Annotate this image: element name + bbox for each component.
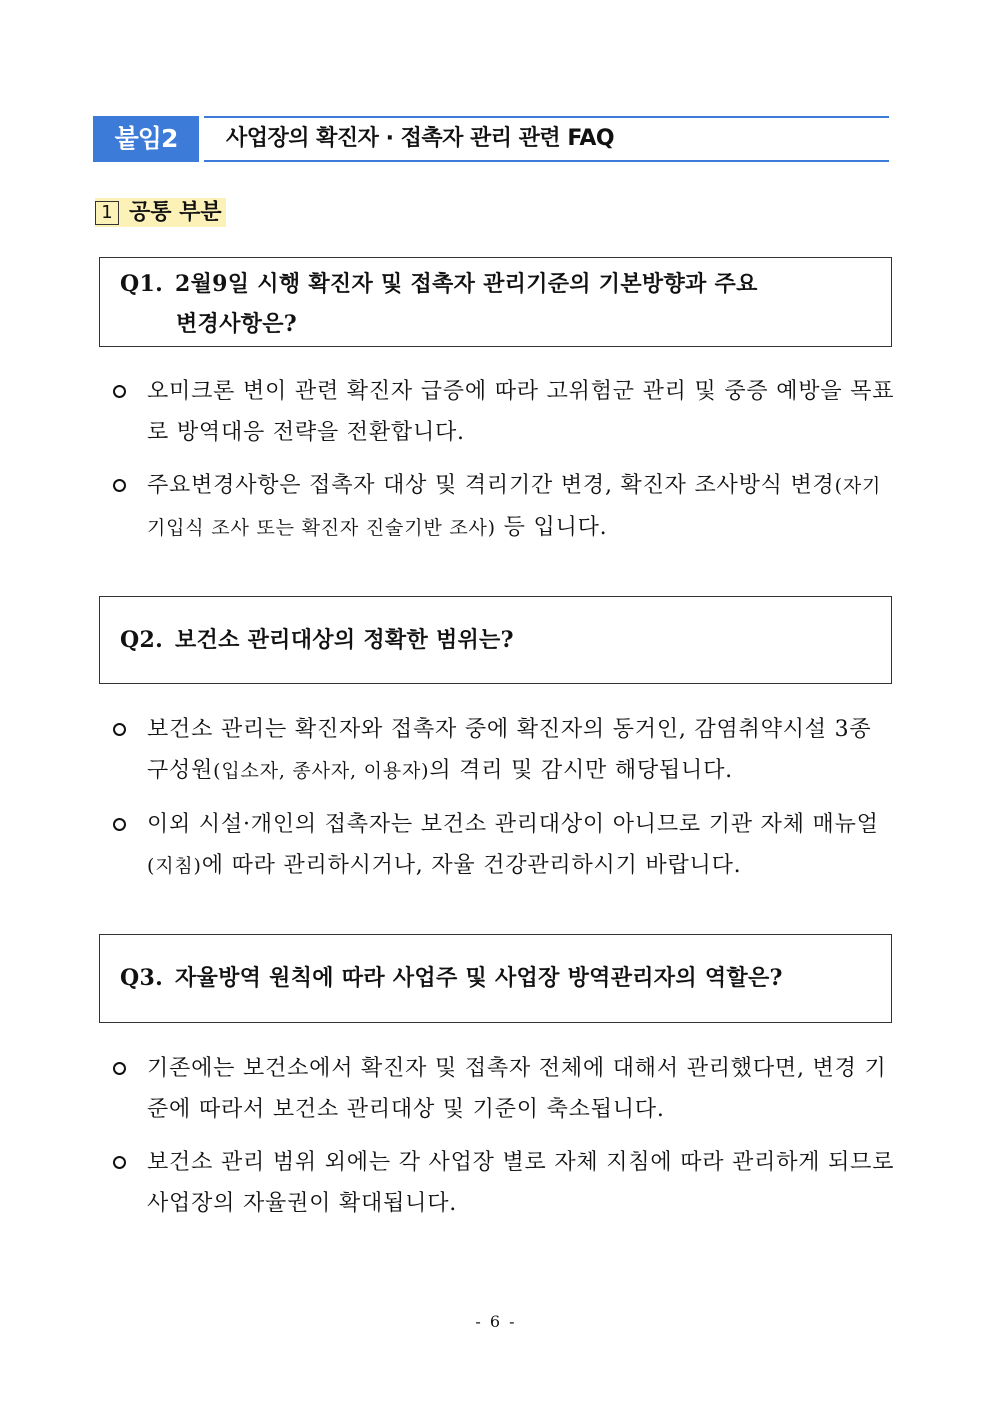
question-id: Q1. <box>120 271 164 297</box>
question-box-3 <box>99 934 892 1023</box>
answer-note: (자기기입식 조사 또는 확진자 진술기반 조사) <box>147 475 882 539</box>
answer-text: 보건소 관리 범위 외에는 각 사업장 별로 자체 지침에 따라 관리하게 되므로 사업장의 자율권이 확대됩니다. <box>147 1150 895 1216</box>
answer-text: 기존에는 보건소에서 확진자 및 접촉자 전체에 대해서 관리했다면, 변경 기준에 따라서 보건소 관리대상 및 기준이 축소됩니다. <box>147 1056 887 1122</box>
answer-text-end: 의 격리 및 감시만 해당됩니다. <box>429 758 733 783</box>
answer-text-end: 에 따라 관리하시거나, 자율 건강관리하시기 바랍니다. <box>201 853 742 878</box>
answer-item <box>110 371 898 453</box>
circle-bullet-icon <box>113 818 126 831</box>
circle-bullet-icon <box>113 723 126 736</box>
header-title-box <box>204 116 889 162</box>
attachment-header <box>93 116 889 162</box>
question-text-line1: 2월9일 시행 확진자 및 접촉자 관리기준의 기본방향과 주요 <box>175 271 758 297</box>
answer-item <box>110 1142 898 1224</box>
question-3 <box>120 958 883 998</box>
question-id: Q2. <box>120 627 164 653</box>
answer-text-end: 등 입니다. <box>495 515 608 540</box>
attachment-badge: 붙임2 <box>93 116 199 162</box>
answer-text: 보건소 관리는 확진자와 접촉자 중에 확진자의 동거인, 감염취약시설 3종 구성원 <box>147 717 872 783</box>
question-text-line2: 변경사항은? <box>176 311 297 337</box>
circle-bullet-icon <box>113 479 126 492</box>
document-title: 사업장의 확진자 · 접촉자 관리 관련 FAQ <box>226 126 615 151</box>
section-number: 1 <box>95 201 119 225</box>
answer-list-3 <box>110 1048 898 1224</box>
question-1 <box>120 264 883 344</box>
answer-item <box>110 1048 898 1130</box>
answer-note: (입소자, 종사자, 이용자) <box>213 760 430 782</box>
question-2 <box>120 620 883 660</box>
answer-item <box>110 804 898 887</box>
answer-item <box>110 465 898 549</box>
section-title: 공통 부분 <box>129 200 222 225</box>
answer-text: 주요변경사항은 접촉자 대상 및 격리기간 변경, 확진자 조사방식 변경 <box>147 473 835 498</box>
question-id: Q3. <box>120 965 164 991</box>
section-heading <box>95 198 226 227</box>
answer-text: 오미크론 변이 관련 확진자 급증에 따라 고위험군 관리 및 중증 예방을 목표로 방역대응 전략을 전환합니다. <box>147 379 895 445</box>
page-number: - 6 - <box>475 1312 517 1331</box>
circle-bullet-icon <box>113 1062 126 1075</box>
question-text-line1: 자율방역 원칙에 따라 사업주 및 사업장 방역관리자의 역할은? <box>175 965 783 991</box>
question-text-line1: 보건소 관리대상의 정확한 범위는? <box>175 627 514 653</box>
circle-bullet-icon <box>113 385 126 398</box>
answer-item <box>110 709 898 792</box>
answer-list-1 <box>110 371 898 549</box>
answer-note: (지침) <box>147 855 202 877</box>
answer-text: 이외 시설·개인의 접촉자는 보건소 관리대상이 아니므로 기관 자체 매뉴얼 <box>147 812 879 837</box>
circle-bullet-icon <box>113 1156 126 1169</box>
question-box-1 <box>99 257 892 347</box>
answer-list-2 <box>110 709 898 887</box>
question-box-2 <box>99 596 892 684</box>
